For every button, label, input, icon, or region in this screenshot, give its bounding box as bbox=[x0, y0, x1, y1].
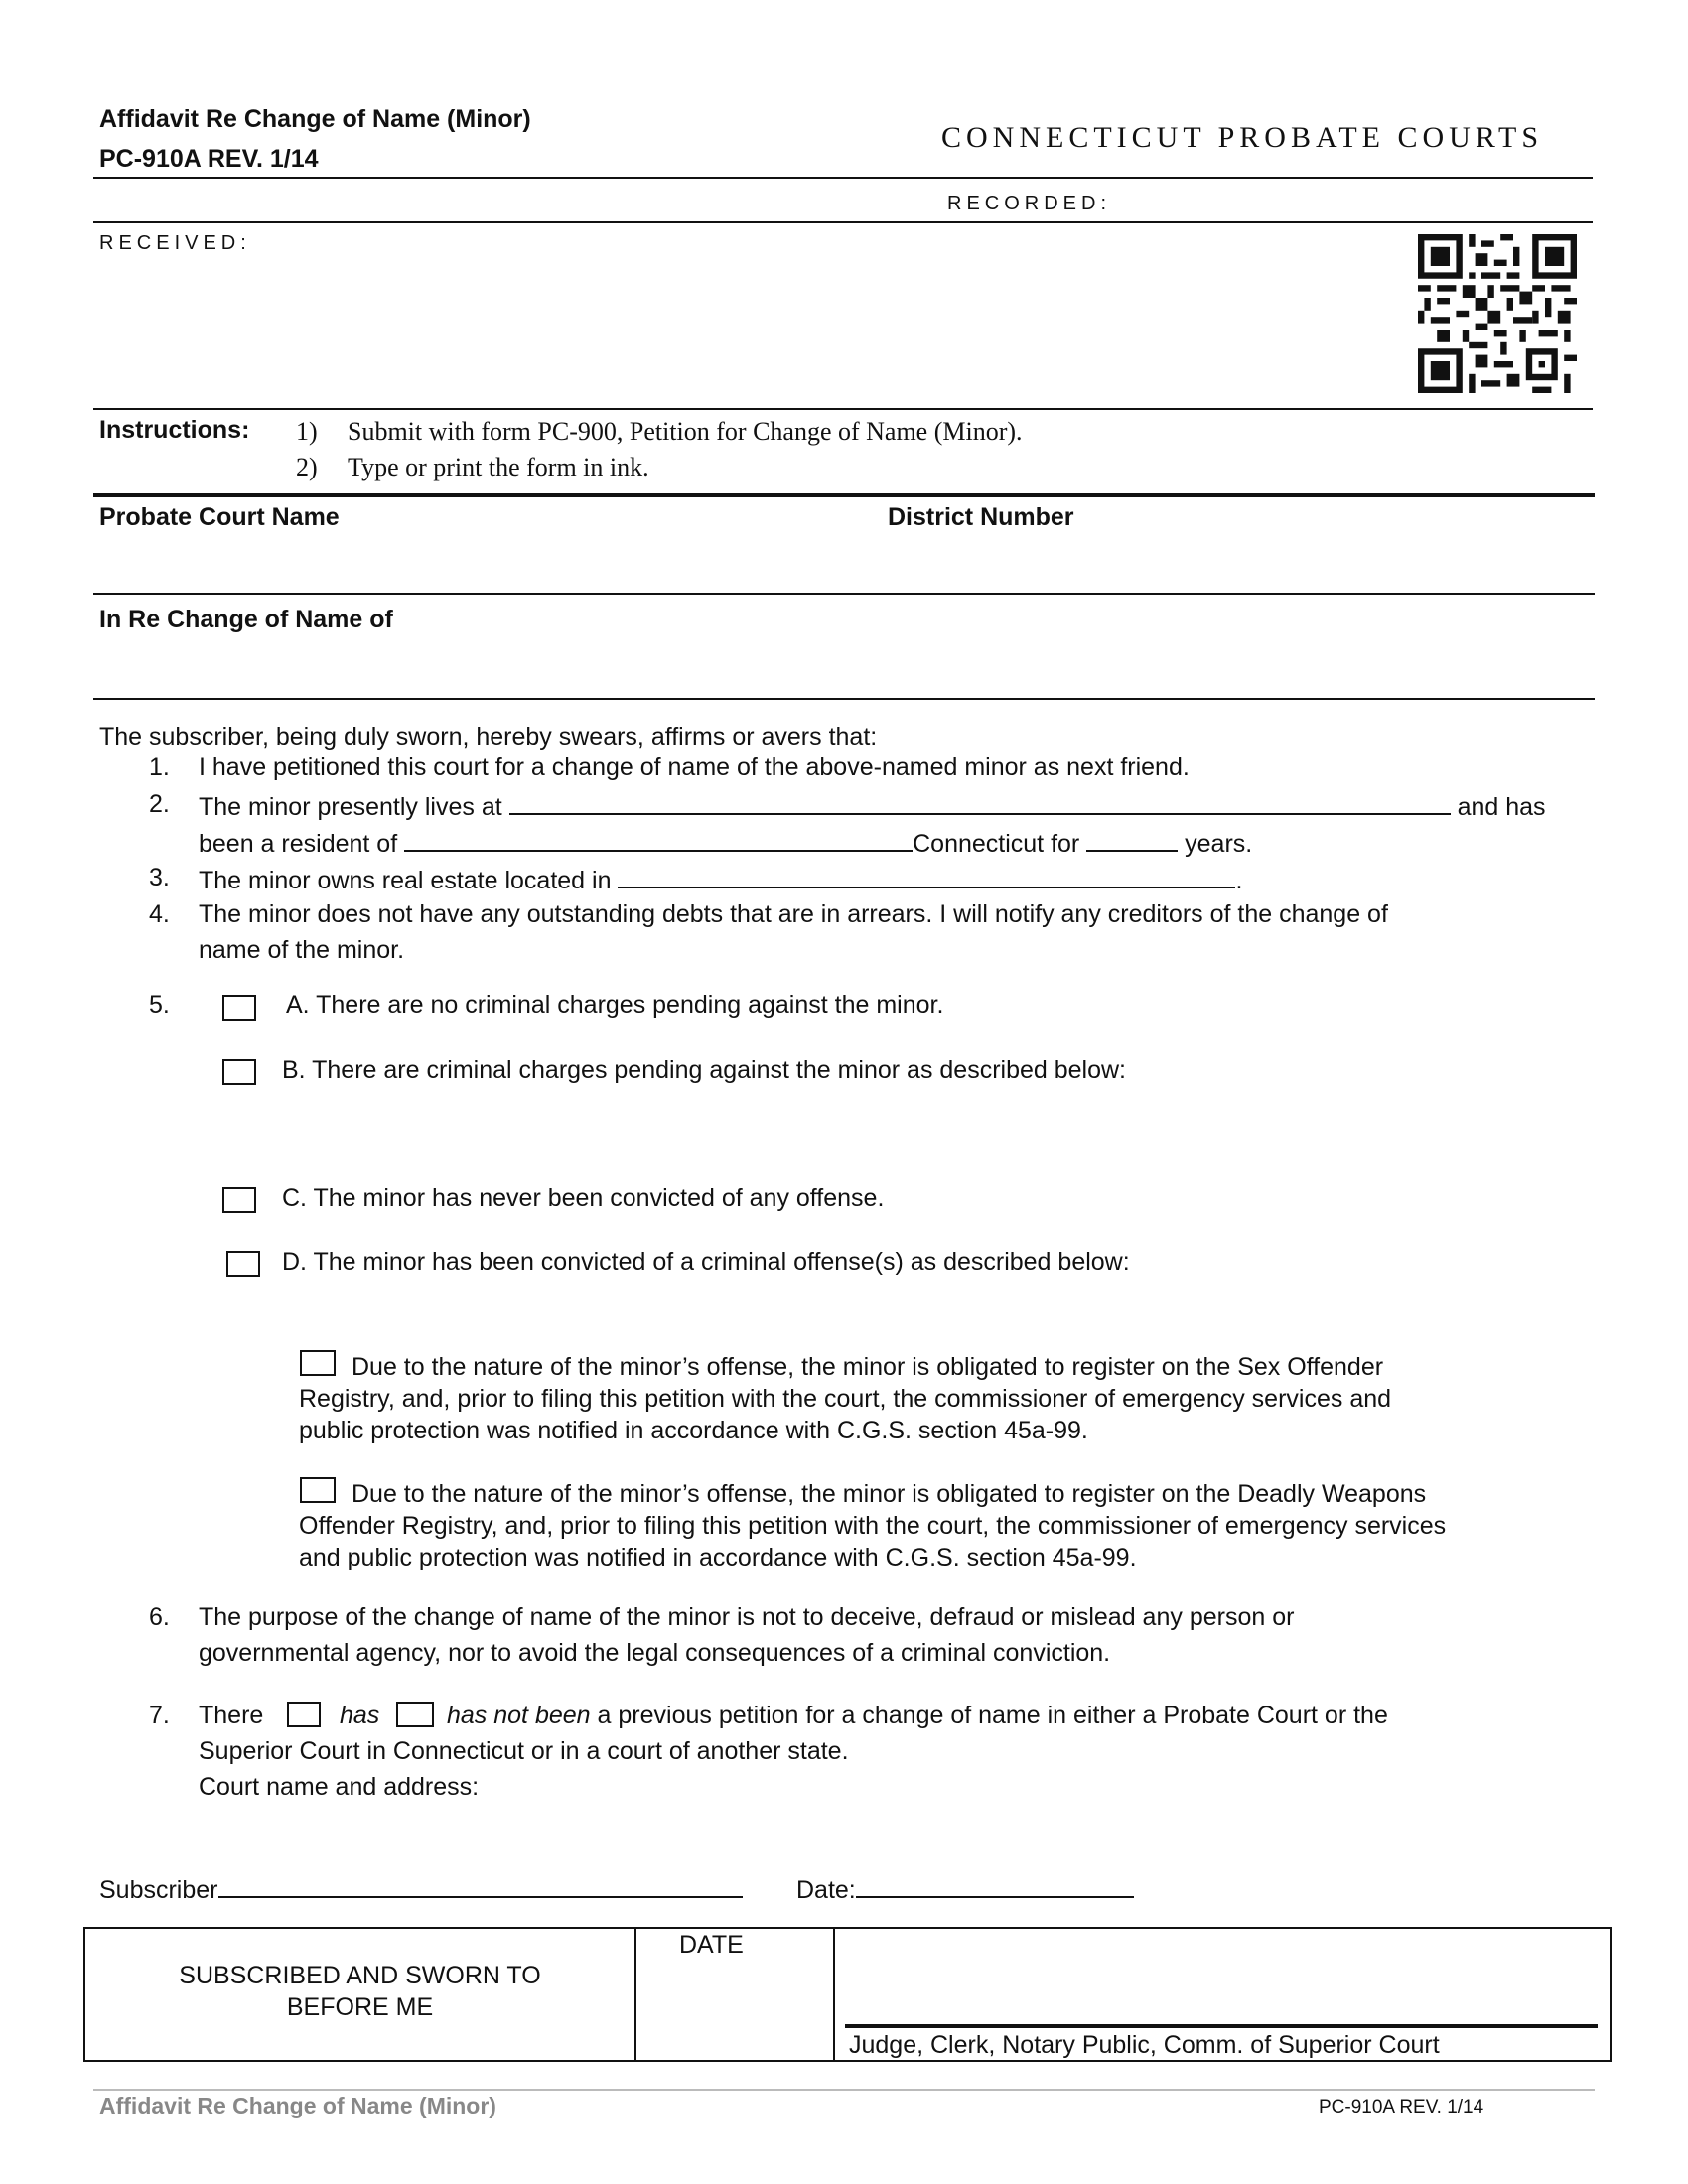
deadly-weapons-text: Due to the nature of the minor’s offense, the minor is obligated to register on the Deadly Weapons bbox=[352, 1480, 1427, 1508]
sex-offender-text: public protection was notified in accordance with C.G.S. section 45a-99. bbox=[299, 1417, 1088, 1444]
header-rule bbox=[93, 177, 1593, 179]
item-number: 3. bbox=[149, 864, 170, 891]
court-name-address-field[interactable] bbox=[199, 1805, 1569, 1868]
convicted-checkbox[interactable] bbox=[226, 1251, 260, 1277]
form-number: PC-910A REV. 1/14 bbox=[99, 145, 319, 173]
item-2-line-1 bbox=[199, 789, 1546, 822]
item-number: 1. bbox=[149, 753, 170, 781]
sworn-text-line-2: BEFORE ME bbox=[286, 1993, 434, 2021]
instruction-num: 1) bbox=[296, 417, 318, 446]
item-3-text: The minor owns real estate located in bbox=[199, 867, 612, 894]
has-label: has bbox=[340, 1702, 380, 1729]
item-2-text: and has bbox=[1457, 793, 1546, 821]
deadly-weapons-registry-checkbox[interactable] bbox=[300, 1477, 336, 1503]
item-number: 5. bbox=[149, 991, 170, 1019]
item-number: 4. bbox=[149, 900, 170, 928]
residence-address-field[interactable] bbox=[509, 789, 1451, 815]
officer-signature-field[interactable] bbox=[840, 1932, 1595, 2021]
in-re-rule bbox=[93, 698, 1595, 700]
received-rule bbox=[93, 408, 1593, 410]
jurat-divider bbox=[634, 1927, 636, 2062]
pending-charges-description-field[interactable] bbox=[282, 1088, 1573, 1177]
court-name-label: Probate Court Name bbox=[99, 503, 340, 531]
item-2-text: years. bbox=[1185, 830, 1253, 858]
subscriber-label: Subscriber bbox=[99, 1876, 218, 1904]
district-number-label: District Number bbox=[888, 503, 1074, 531]
footer-form-number: PC-910A REV. 1/14 bbox=[1319, 2097, 1484, 2117]
date-line bbox=[796, 1872, 1134, 1905]
footer-rule bbox=[93, 2089, 1595, 2091]
item-4-text: name of the minor. bbox=[199, 936, 405, 964]
court-name-rule bbox=[93, 593, 1595, 595]
instruction-text: Submit with form PC-900, Petition for Change of Name (Minor). bbox=[348, 417, 1023, 446]
item-7-there: There bbox=[199, 1702, 264, 1729]
sworn-text-line-1: SUBSCRIBED AND SWORN TO bbox=[179, 1962, 541, 1989]
resident-town-field[interactable] bbox=[404, 826, 913, 852]
sex-offender-registry-checkbox[interactable] bbox=[300, 1350, 336, 1376]
no-charges-checkbox[interactable] bbox=[222, 995, 256, 1021]
item-number: 7. bbox=[149, 1702, 170, 1729]
officer-title-label: Judge, Clerk, Notary Public, Comm. of Superior Court bbox=[849, 2031, 1440, 2059]
affidavit-intro: The subscriber, being duly sworn, hereby swears, affirms or avers that: bbox=[99, 723, 878, 751]
instructions-label: Instructions: bbox=[99, 416, 250, 444]
date-label: Date: bbox=[796, 1876, 856, 1904]
item-2-text: The minor presently lives at bbox=[199, 793, 502, 821]
item-2-line-2 bbox=[199, 826, 1252, 859]
subscriber-line bbox=[99, 1872, 743, 1905]
court-system-title: CONNECTICUT PROBATE COURTS bbox=[941, 121, 1544, 154]
in-re-label: In Re Change of Name of bbox=[99, 606, 393, 633]
sex-offender-text: Due to the nature of the minor’s offense, the minor is obligated to register on the Sex Offender bbox=[352, 1353, 1384, 1381]
officer-signature-rule bbox=[845, 2024, 1598, 2028]
form-title: Affidavit Re Change of Name (Minor) bbox=[99, 105, 531, 133]
item-7-text: a previous petition for a change of name in either a Probate Court or the bbox=[597, 1702, 1388, 1729]
jurat-date-label: DATE bbox=[679, 1931, 744, 1959]
never-convicted-checkbox[interactable] bbox=[222, 1187, 256, 1213]
option-a-text: A. There are no criminal charges pending against the minor. bbox=[286, 991, 944, 1019]
item-1-text: I have petitioned this court for a change of name of the above-named minor as next friend. bbox=[199, 753, 1190, 781]
court-name-field[interactable] bbox=[93, 516, 1593, 590]
deadly-weapons-text: and public protection was notified in accordance with C.G.S. section 45a-99. bbox=[299, 1544, 1137, 1571]
instructions-rule bbox=[93, 493, 1595, 497]
received-label: RECEIVED: bbox=[99, 232, 251, 254]
item-2-text: been a resident of bbox=[199, 830, 398, 858]
option-b-text: B. There are criminal charges pending against the minor as described below: bbox=[282, 1056, 1126, 1084]
item-6-text: governmental agency, nor to avoid the legal consequences of a criminal conviction. bbox=[199, 1639, 1111, 1667]
has-checkbox[interactable] bbox=[287, 1702, 321, 1727]
subscriber-signature-field[interactable] bbox=[218, 1872, 743, 1898]
qr-code bbox=[1418, 234, 1577, 393]
footer-title: Affidavit Re Change of Name (Minor) bbox=[99, 2093, 496, 2118]
option-d-text: D. The minor has been convicted of a criminal offense(s) as described below: bbox=[282, 1248, 1130, 1276]
recorded-rule bbox=[93, 221, 1593, 223]
item-7-line-1 bbox=[447, 1701, 1388, 1730]
court-name-address-label: Court name and address: bbox=[199, 1773, 480, 1801]
signature-date-field[interactable] bbox=[856, 1872, 1134, 1898]
instruction-text: Type or print the form in ink. bbox=[348, 453, 649, 481]
instruction-num: 2) bbox=[296, 453, 318, 481]
recorded-label: RECORDED: bbox=[947, 193, 1112, 214]
charges-pending-checkbox[interactable] bbox=[222, 1059, 256, 1085]
has-not-been-checkbox[interactable] bbox=[396, 1702, 434, 1727]
jurat-date-field[interactable] bbox=[640, 1962, 829, 2057]
item-2-text: Connecticut for bbox=[913, 830, 1080, 858]
item-4-text: The minor does not have any outstanding debts that are in arrears. I will notify any creditors of the change of bbox=[199, 900, 1388, 928]
real-estate-location-field[interactable] bbox=[618, 863, 1235, 888]
deadly-weapons-text: Offender Registry, and, prior to filing this petition with the court, the commissioner of emergency services bbox=[299, 1512, 1447, 1540]
item-7-text: Superior Court in Connecticut or in a court of another state. bbox=[199, 1737, 849, 1765]
item-number: 6. bbox=[149, 1603, 170, 1631]
item-number: 2. bbox=[149, 790, 170, 818]
years-field[interactable] bbox=[1086, 826, 1178, 852]
has-not-been-label: has not been bbox=[447, 1702, 591, 1729]
conviction-description-field[interactable] bbox=[282, 1281, 1573, 1340]
in-re-name-field[interactable] bbox=[93, 623, 1593, 695]
item-6-text: The purpose of the change of name of the minor is not to deceive, defraud or mislead any person or bbox=[199, 1603, 1295, 1631]
jurat-divider bbox=[833, 1927, 835, 2062]
item-3-period: . bbox=[1235, 867, 1243, 894]
option-c-text: C. The minor has never been convicted of any offense. bbox=[282, 1184, 885, 1212]
item-3-line bbox=[199, 863, 1242, 895]
sex-offender-text: Registry, and, prior to filing this petition with the court, the commissioner of emergency services and bbox=[299, 1385, 1392, 1413]
